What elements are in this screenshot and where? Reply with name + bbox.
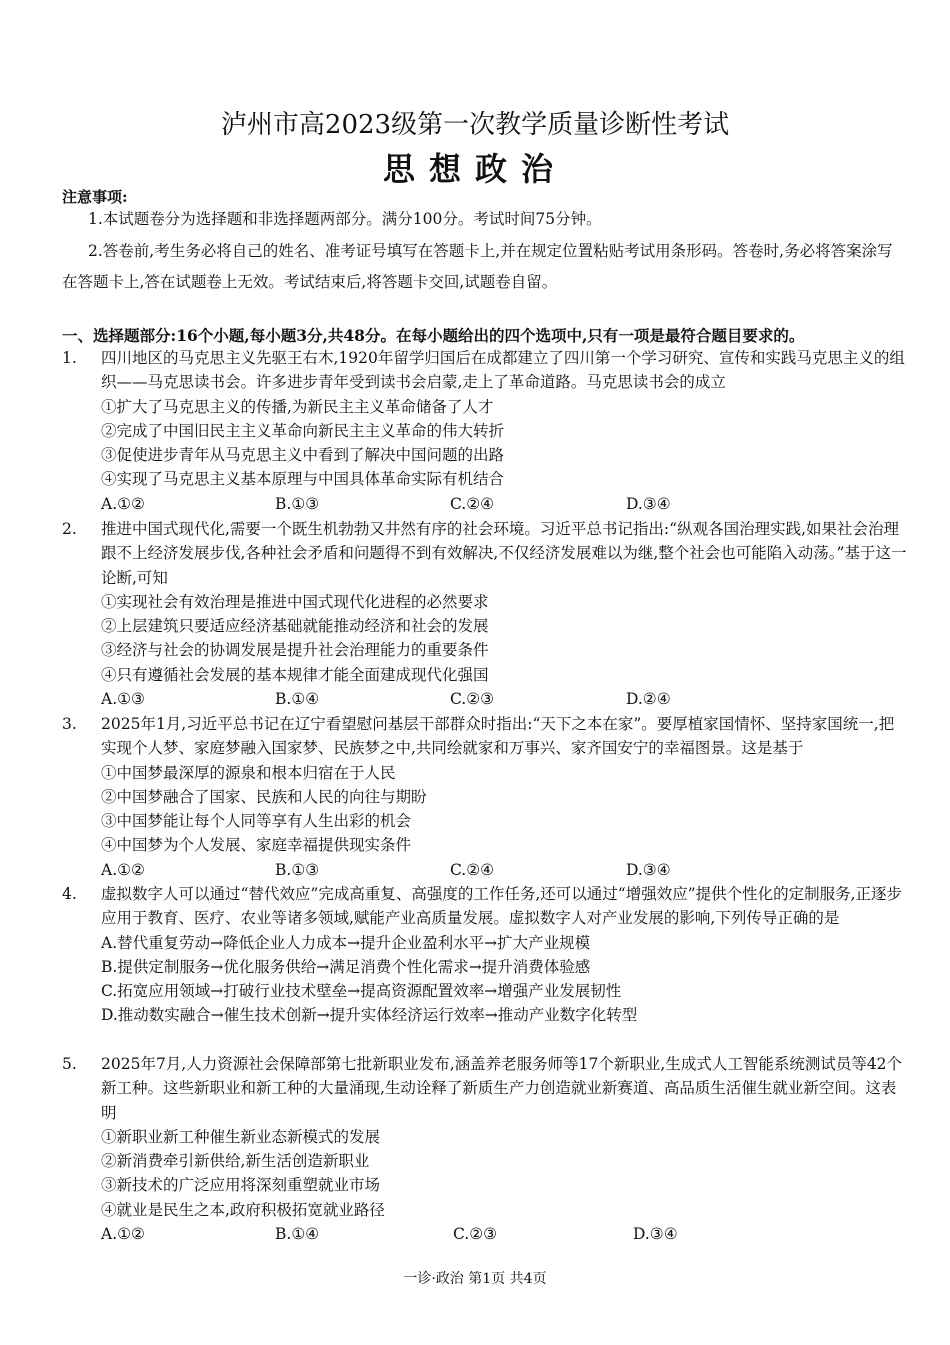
choice-c[interactable]: C.②③ <box>453 1225 498 1244</box>
notice-heading: 注意事项: <box>62 188 128 206</box>
choice-b[interactable]: B.提供定制服务→优化服务供给→满足消费个性化需求→提升消费体验感 <box>101 957 591 976</box>
statement-option: ④实现了马克思主义基本原理与中国具体革命实际有机结合 <box>101 470 505 489</box>
choice-c[interactable]: C.②③ <box>450 690 495 709</box>
question-stem: 虚拟数字人可以通过“替代效应”完成高重复、高强度的工作任务,还可以通过“增强效应”提供个性化的定制服务,正逐步应用于教育、医疗、农业等诸多领域,赋能产业高质量发展。虚拟数字人对产业发展的影响,下列传导正确的是 <box>101 885 903 928</box>
choice-a[interactable]: A.①② <box>101 494 145 513</box>
question-3 <box>62 712 908 882</box>
choice-a[interactable]: A.①③ <box>101 690 145 709</box>
choice-b[interactable]: B.①③ <box>275 860 320 879</box>
choice-c[interactable]: C.②④ <box>450 860 495 879</box>
notice-item-1: 1.本试题卷分为选择题和非选择题两部分。满分100分。考试时间75分钟。 <box>88 210 602 228</box>
choice-d[interactable]: D.③④ <box>633 1225 678 1244</box>
page-footer: 一诊·政治 第1页 共4页 <box>403 1271 547 1287</box>
question-2 <box>62 517 908 711</box>
subject-title: 思想政治 <box>382 150 567 188</box>
question-number: 3. <box>62 715 77 733</box>
choice-b[interactable]: B.①③ <box>275 494 320 513</box>
choice-b[interactable]: B.①④ <box>275 690 320 709</box>
section-title: 一、选择题部分:16个小题,每小题3分,共48分。在每小题给出的四个选项中,只有一项是最符合题目要求的。 <box>62 326 805 345</box>
question-number: 2. <box>62 520 77 538</box>
statement-option: ①中国梦最深厚的源泉和根本归宿在于人民 <box>101 763 396 782</box>
statement-option: ①扩大了马克思主义的传播,为新民主主义革命储备了人才 <box>101 397 494 416</box>
statement-option: ③经济与社会的协调发展是提升社会治理能力的重要条件 <box>101 641 489 660</box>
question-4 <box>62 882 908 1028</box>
statement-option: ④中国梦为个人发展、家庭幸福提供现实条件 <box>101 836 412 855</box>
statement-option: ①实现社会有效治理是推进中国式现代化进程的必然要求 <box>101 592 489 611</box>
exam-title: 泸州市高2023级第一次教学质量诊断性考试 <box>220 110 730 140</box>
choice-b[interactable]: B.①④ <box>275 1225 320 1244</box>
statement-option: ④就业是民生之本,政府积极拓宽就业路径 <box>101 1200 385 1219</box>
choice-d[interactable]: D.③④ <box>626 860 671 879</box>
choice-c[interactable]: C.拓宽应用领域→打破行业技术壁垒→提高资源配置效率→增强产业发展韧性 <box>101 982 622 1001</box>
question-number: 1. <box>62 349 77 367</box>
statement-option: ③促使进步青年从马克思主义中看到了解决中国问题的出路 <box>101 446 505 465</box>
question-stem: 2025年1月,习近平总书记在辽宁看望慰问基层干部群众时指出:“天下之本在家”。要厚植家国情怀、坚持家国统一,把实现个人梦、家庭梦融入国家梦、民族梦之中,共同绘就家和万事兴、家齐国安宁的幸福图景。这是基于 <box>101 715 895 758</box>
choice-d[interactable]: D.②④ <box>626 690 671 709</box>
choice-a[interactable]: A.①② <box>101 860 145 879</box>
choice-a[interactable]: A.①② <box>101 1225 145 1244</box>
choice-c[interactable]: C.②④ <box>450 494 495 513</box>
question-1 <box>62 346 908 516</box>
statement-option: ④只有遵循社会发展的基本规律才能全面建成现代化强国 <box>101 665 489 684</box>
statement-option: ①新职业新工种催生新业态新模式的发展 <box>101 1127 381 1146</box>
statement-option: ②新消费牵引新供给,新生活创造新职业 <box>101 1152 370 1171</box>
choice-a[interactable]: A.替代重复劳动→降低企业人力成本→提升企业盈利水平→扩大产业规模 <box>101 933 591 952</box>
answer-choices <box>101 1222 908 1246</box>
statement-option: ②上层建筑只要适应经济基础就能推动经济和社会的发展 <box>101 617 489 636</box>
statement-option: ③新技术的广泛应用将深刻重塑就业市场 <box>101 1176 381 1195</box>
statement-option: ②完成了中国旧民主主义革命向新民主主义革命的伟大转折 <box>101 421 505 440</box>
statement-option: ②中国梦融合了国家、民族和人民的向往与期盼 <box>101 787 427 806</box>
answer-choices <box>101 858 908 882</box>
choice-d[interactable]: D.推动数实融合→催生技术创新→提升实体经济运行效率→推动产业数字化转型 <box>101 1006 638 1025</box>
answer-choices <box>101 492 908 516</box>
statement-option: ③中国梦能让每个人同等享有人生出彩的机会 <box>101 812 412 831</box>
answer-choices <box>101 687 908 711</box>
question-number: 5. <box>62 1055 77 1073</box>
question-stem: 四川地区的马克思主义先驱王右木,1920年留学归国后在成都建立了四川第一个学习研究、宣传和实践马克思主义的组织——马克思读书会。许多进步青年受到读书会启蒙,走上了革命道路。马克思读书会的成立 <box>101 349 905 392</box>
question-stem: 推进中国式现代化,需要一个既生机勃勃又井然有序的社会环境。习近平总书记指出:“纵观各国治理实践,如果社会治理跟不上经济发展步伐,各种社会矛盾和问题得不到有效解决,不仅经济发展难以为继,整个社会也可能陷入动荡。”基于这一论断,可知 <box>101 520 907 587</box>
choice-d[interactable]: D.③④ <box>626 494 671 513</box>
question-number: 4. <box>62 885 77 903</box>
question-5 <box>62 1052 908 1246</box>
notice-item-2: 2.答卷前,考生务必将自己的姓名、准考证号填写在答题卡上,并在规定位置粘贴考试用条形码。答卷时,务必将答案涂写在答题卡上,答在试题卷上无效。考试结束后,将答题卡交回,试题卷自留。 <box>62 242 893 291</box>
question-stem: 2025年7月,人力资源社会保障部第七批新职业发布,涵盖养老服务师等17个新职业,生成式人工智能系统测试员等42个新工种。这些新职业和新工种的大量涌现,生动诠释了新质生产力创造就业新赛道、高品质生活催生就业新空间。这表明 <box>101 1055 903 1122</box>
